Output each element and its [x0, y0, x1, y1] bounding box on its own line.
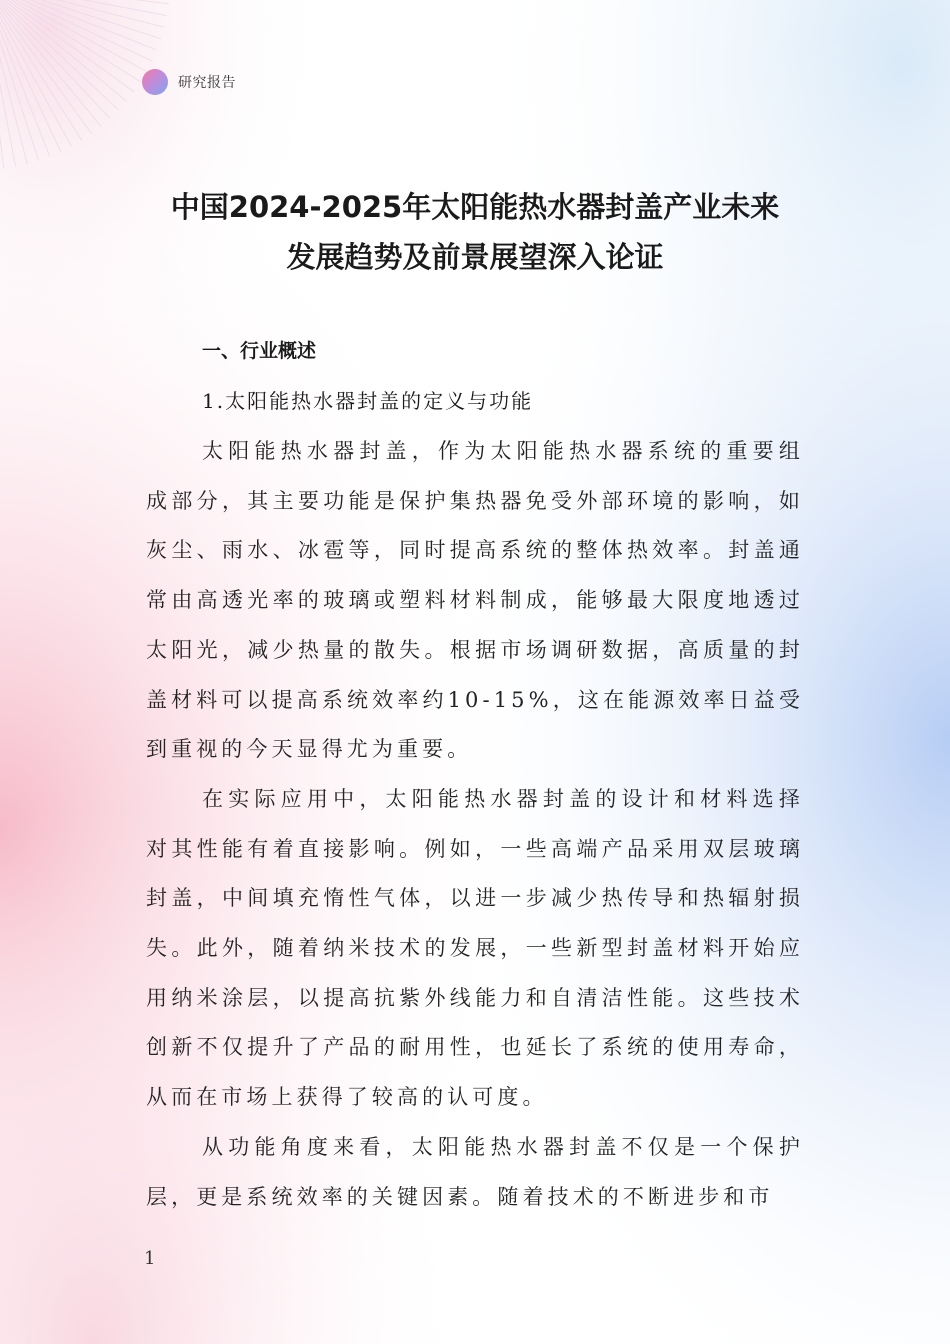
section-heading: 一、行业概述: [202, 340, 317, 362]
document-title-line-1: 中国2024-2025年太阳能热水器封盖产业未来: [170, 190, 780, 224]
body-paragraph: 从功能角度来看，太阳能热水器封盖不仅是一个保护层，更是系统效率的关键因素。随着技术的不断进步和市: [146, 1134, 804, 1209]
report-header-label: 研究报告: [178, 75, 236, 91]
body-paragraph: 太阳能热水器封盖，作为太阳能热水器系统的重要组成部分，其主要功能是保护集热器免受外部环境的影响，如灰尘、雨水、冰雹等，同时提高系统的整体热效率。封盖通常由高透光率的玻璃或塑料材料制成，能够最大限度地透过太阳光，减少热量的散失。根据市场调研数据，高质量的封盖材料可以提高系统效率约10-15%，这在能源效率日益受到重视的今天显得尤为重要。: [146, 439, 804, 762]
document-title-line-2: 发展趋势及前景展望深入论证: [286, 240, 664, 274]
report-header: [142, 66, 236, 98]
subsection-heading: 1.太阳能热水器封盖的定义与功能: [202, 389, 534, 413]
document-title: [120, 182, 830, 282]
page-number: 1: [144, 1248, 156, 1269]
report-logo-icon: [142, 69, 168, 95]
body-paragraph: 在实际应用中，太阳能热水器封盖的设计和材料选择对其性能有着直接影响。例如，一些高端产品采用双层玻璃封盖，中间填充惰性气体，以进一步减少热传导和热辐射损失。此外，随着纳米技术的发展，一些新型封盖材料开始应用纳米涂层，以提高抗紫外线能力和自清洁性能。这些技术创新不仅提升了产品的耐用性，也延长了系统的使用寿命，从而在市场上获得了较高的认可度。: [146, 786, 804, 1110]
document-body: [146, 427, 804, 1222]
